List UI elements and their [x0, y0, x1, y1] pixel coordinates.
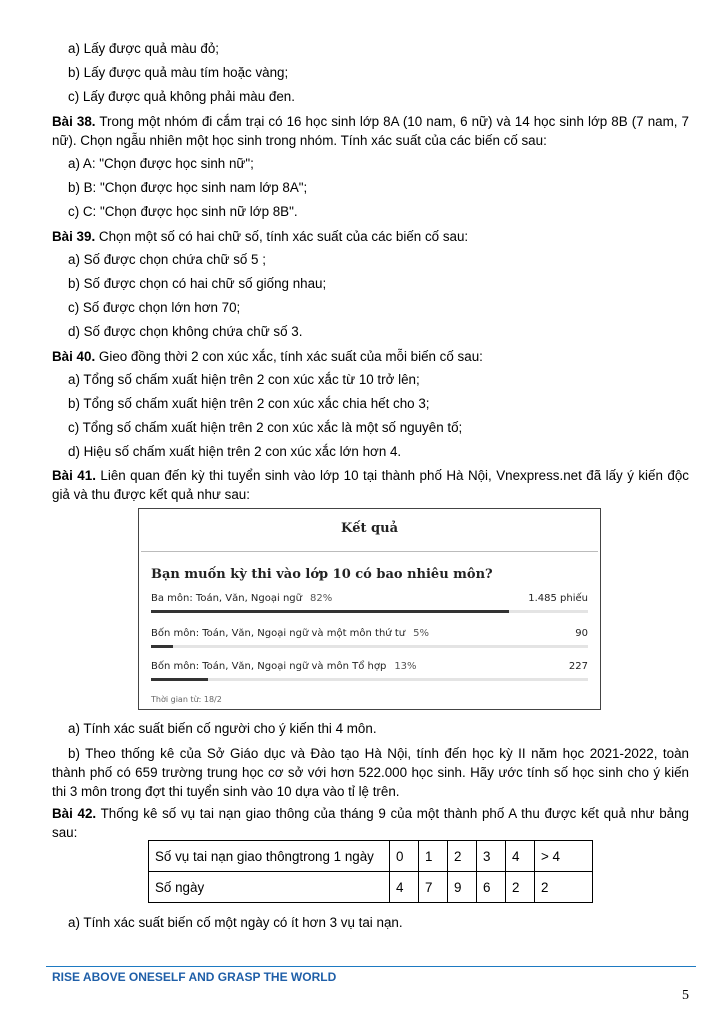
exercise-39 [52, 227, 689, 246]
item-line: d) Số được chọn không chứa chữ số 3. [68, 324, 303, 339]
accident-table [148, 840, 593, 903]
poll-option-percent: 13% [394, 661, 417, 672]
poll-option-percent: 5% [413, 628, 429, 639]
table-cell: 7 [419, 872, 448, 903]
item-line: b) Số được chọn có hai chữ số giống nhau; [68, 276, 327, 291]
table-cell: 9 [448, 872, 477, 903]
exercise-label: Bài 39. [52, 229, 96, 244]
table-row [149, 872, 593, 903]
poll-result-image [138, 508, 601, 710]
poll-option-bar-fill [151, 610, 509, 613]
table-cell: 4 [506, 841, 535, 872]
exercise-label: Bài 38. [52, 114, 96, 129]
table-header-cell: Số vụ tai nạn giao thôngtrong 1 ngày [149, 841, 390, 872]
table-cell: 4 [390, 872, 419, 903]
exercise-label: Bài 41. [52, 468, 96, 483]
poll-option-bar [151, 645, 588, 648]
exercise-text: Chọn một số có hai chữ số, tính xác suất của các biến cố sau: [98, 229, 469, 244]
item-line: b) Lấy được quả màu tím hoặc vàng; [68, 65, 289, 80]
poll-title: Kết quả [340, 521, 399, 536]
poll-option-bar [151, 678, 588, 681]
item-line: a) Số được chọn chứa chữ số 5 ; [68, 252, 266, 267]
table-cell: 0 [390, 841, 419, 872]
poll-divider [141, 551, 598, 552]
table-cell: 6 [477, 872, 506, 903]
poll-option-count: 90 [575, 628, 588, 639]
item-line: c) C: "Chọn được học sinh nữ lớp 8B". [68, 204, 298, 219]
item-line: c) Tổng số chấm xuất hiện trên 2 con xúc xắc là một số nguyên tố; [68, 420, 463, 435]
table-cell: 1 [419, 841, 448, 872]
footer-slogan: RISE ABOVE ONESELF AND GRASP THE WORLD [52, 970, 337, 984]
table-cell: 2 [535, 872, 593, 903]
exercise-text: Gieo đồng thời 2 con xúc xắc, tính xác suất của mỗi biến cố sau: [98, 349, 483, 364]
poll-option-bar-fill [151, 678, 208, 681]
poll-option-count: 1.485 phiếu [528, 593, 588, 604]
exercise-text: Trong một nhóm đi cắm trại có 16 học sinh lớp 8A (10 nam, 6 nữ) và 14 học sinh lớp 8B (7 nam, 7 nữ). Chọn ngẫu nhiên một học sinh trong nhóm. Tính xác suất của các biến cố sau: [52, 114, 689, 148]
item-line: a) Tổng số chấm xuất hiện trên 2 con xúc xắc từ 10 trở lên; [68, 372, 420, 387]
item-line: b) B: "Chọn được học sinh nam lớp 8A"; [68, 180, 308, 195]
exercise-38 [52, 112, 689, 150]
exercise-label: Bài 40. [52, 349, 96, 364]
exercise-41 [52, 466, 689, 504]
item-line: c) Lấy được quả không phải màu đen. [68, 89, 295, 104]
table-cell: > 4 [535, 841, 593, 872]
poll-question: Bạn muốn kỳ thi vào lớp 10 có bao nhiêu môn? [151, 567, 493, 582]
poll-option-count: 227 [568, 661, 588, 672]
item-line: b) Tổng số chấm xuất hiện trên 2 con xúc xắc chia hết cho 3; [68, 396, 430, 411]
table-cell: 3 [477, 841, 506, 872]
item-line: a) A: "Chọn được học sinh nữ"; [68, 156, 254, 171]
item-line: a) Lấy được quả màu đỏ; [68, 41, 219, 56]
exercise-42 [52, 804, 689, 842]
poll-option-label: Ba môn: Toán, Văn, Ngoại ngữ 82% [151, 593, 333, 604]
table-header-cell: Số ngày [149, 872, 390, 903]
poll-time: Thời gian từ: 18/2 [151, 695, 222, 704]
table-row [149, 841, 593, 872]
footer-rule [46, 966, 696, 967]
question-part: b) Theo thống kê của Sở Giáo dục và Đào tạo Hà Nội, tính đến học kỳ II năm học 2021-2022, toàn thành phố có 659 trường trung học cơ sở với hơn 522.000 học sinh. Hãy ước tính số học sinh cho ý kiến thi 3 môn trong đợt thi tuyển sinh vào 10 dựa vào tỉ lệ trên. [52, 746, 689, 799]
question-part: a) Tính xác suất biến cố người cho ý kiến thi 4 môn. [68, 721, 377, 736]
poll-option-bar-fill [151, 645, 173, 648]
table-cell: 2 [506, 872, 535, 903]
poll-option-label: Bốn môn: Toán, Văn, Ngoại ngữ và một môn thứ tư 5% [151, 628, 429, 639]
exercise-text: Liên quan đến kỳ thi tuyển sinh vào lớp 10 tại thành phố Hà Nội, Vnexpress.net đã lấy ý kiến độc giả và thu được kết quả như sau: [52, 468, 689, 502]
item-line: c) Số được chọn lớn hơn 70; [68, 300, 241, 315]
question-part: a) Tính xác suất biến cố một ngày có ít hơn 3 vụ tai nạn. [68, 915, 403, 930]
exercise-40 [52, 347, 689, 366]
poll-option-percent: 82% [309, 593, 333, 604]
poll-option-label: Bốn môn: Toán, Văn, Ngoại ngữ và môn Tổ hợp 13% [151, 661, 417, 672]
exercise-text: Thống kê số vụ tai nạn giao thông của tháng 9 của một thành phố A thu được kết quả như bảng sau: [52, 806, 689, 840]
poll-option-bar [151, 610, 588, 613]
table-cell: 2 [448, 841, 477, 872]
exercise-label: Bài 42. [52, 806, 97, 821]
item-line: d) Hiệu số chấm xuất hiện trên 2 con xúc xắc lớn hơn 4. [68, 444, 402, 459]
page-number: 5 [682, 988, 689, 1003]
